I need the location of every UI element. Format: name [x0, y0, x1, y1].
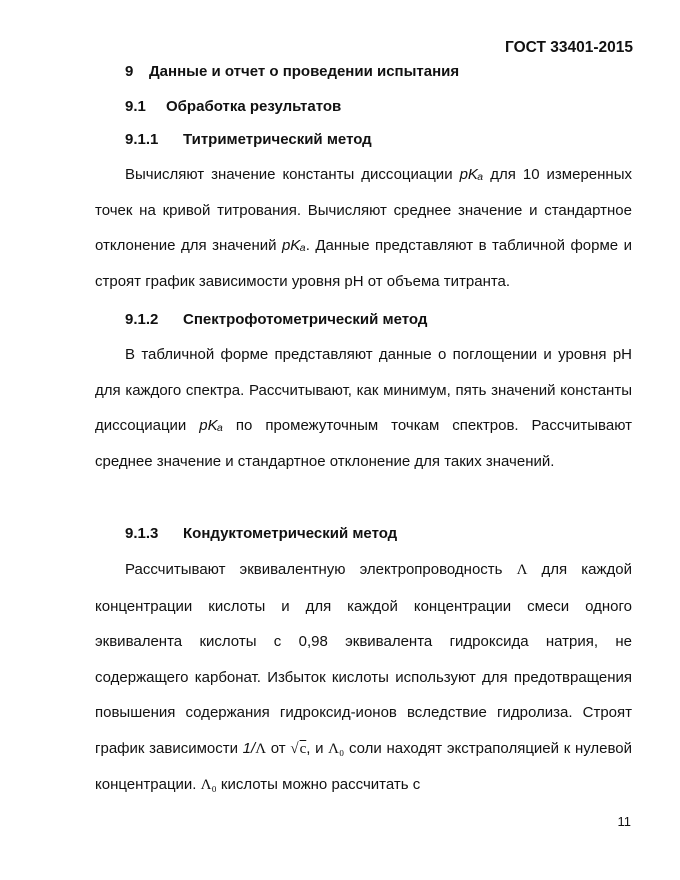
section-number: 9.1.1	[125, 131, 159, 148]
section-title: Кондуктометрический метод	[183, 525, 398, 542]
section-9-1-2-heading	[125, 311, 427, 328]
section-title: Спектрофотометрический метод	[183, 311, 428, 328]
text: . Данные представляют в табличной форме и строят график зависимости уровня pH от объема титранта.	[95, 237, 632, 290]
text: Рассчитывают эквивалентную электропроводность	[125, 561, 517, 578]
sqrt-sign: √	[290, 740, 299, 757]
lambda0-symbol: Λ₀	[200, 777, 217, 793]
document-code-header: ГОСТ 33401-2015	[505, 39, 633, 56]
pka-symbol: pKₐ	[199, 417, 223, 434]
text: кислоты можно рассчитать с	[216, 776, 421, 793]
spectrophotometric-paragraph	[95, 337, 632, 479]
text: для каждой концентрации кислоты и для каждой концентрации смеси одного эквивалента кислоты с 0,98 эквивалента гидроксида натрия, не содержащего карбонат. Избыток кислоты используют для предотвращения повышения содержания гидроксид-ионов вследствие гидролиза. Строят график зависимости	[95, 561, 632, 757]
text: для 10 измеренных точек на кривой титрования. Вычисляют среднее значение и стандартное отклонение для значений	[95, 166, 632, 254]
lambda0-symbol: Λ₀	[328, 740, 345, 757]
section-9-1-3-heading	[125, 525, 397, 542]
section-number: 9.1.3	[125, 525, 159, 542]
page-number: 11	[617, 814, 631, 829]
pka-symbol: pKₐ	[281, 237, 306, 254]
text: соли находят экстраполяцией к нулевой концентрации.	[95, 739, 633, 793]
text: Вычисляют значение константы диссоциации	[125, 166, 460, 183]
text: от	[266, 739, 291, 757]
section-title: Титриметрический метод	[183, 131, 372, 148]
conductometric-paragraph	[95, 552, 632, 804]
text: В табличной форме представляют данные о поглощении и уровня pH для каждого спектра. Рассчитывают, как минимум, пять значений константы диссоциации	[95, 346, 632, 434]
section-9-1-heading	[125, 98, 341, 115]
section-title: Данные и отчет о проведении испытания	[149, 63, 460, 80]
concentration-symbol: c	[299, 740, 307, 757]
pka-symbol: pKₐ	[459, 166, 484, 183]
section-title: Обработка результатов	[166, 98, 342, 115]
lambda-symbol: Λ	[255, 740, 267, 757]
text: , и	[306, 739, 329, 757]
inverse-prefix: 1/	[242, 739, 256, 757]
section-number: 9.1.2	[125, 311, 159, 328]
section-number: 9.1	[125, 98, 146, 115]
section-9-heading	[125, 63, 459, 80]
text: по промежуточным точкам спектров. Рассчитывают среднее значение и стандартное отклонение для таких значений.	[95, 417, 632, 470]
lambda-symbol: Λ	[516, 562, 528, 578]
section-number: 9	[125, 63, 134, 80]
sqrt-c-formula	[290, 741, 306, 757]
section-9-1-1-heading	[125, 131, 372, 148]
titrimetric-paragraph	[95, 157, 632, 299]
